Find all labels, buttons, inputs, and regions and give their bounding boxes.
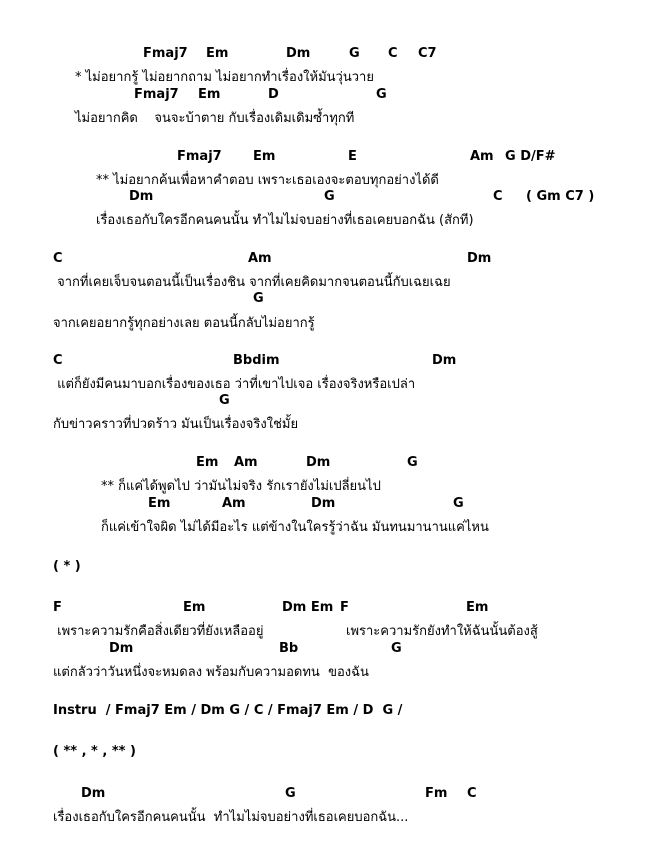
chord: Dm bbox=[129, 189, 154, 204]
chord: C bbox=[388, 46, 398, 61]
lyric-line: แต่กลัวว่าวันหนึ่งจะหมดลง พร้อมกับความอดทน ของฉัน bbox=[53, 665, 369, 680]
lyric-line: กับข่าวคราวที่ปวดร้าว มันเป็นเรื่องจริงใช่มั้ย bbox=[53, 417, 299, 432]
chord: G bbox=[349, 46, 360, 61]
chord: C bbox=[467, 786, 477, 801]
chord: D bbox=[268, 87, 279, 102]
lyric-line: แต่ก็ยังมีคนมาบอกเรื่องของเธอ ว่าที่เขาไปเจอ เรื่องจริงหรือเปล่า bbox=[53, 377, 416, 392]
chord: C bbox=[53, 251, 63, 266]
chord: Em bbox=[253, 149, 276, 164]
chord: Dm bbox=[286, 46, 311, 61]
chord: C bbox=[53, 353, 63, 368]
lyric-line: ** ก็แค่ได้พูดไป ว่ามันไม่จริง รักเรายังไม่เปลี่ยนไป bbox=[101, 479, 381, 494]
chord: Dm bbox=[81, 786, 106, 801]
chord: Dm bbox=[467, 251, 492, 266]
chord: Fmaj7 bbox=[143, 46, 188, 61]
chord: Em bbox=[196, 455, 219, 470]
repeat-marker: ( * ) bbox=[53, 559, 81, 574]
lyric-line: เรื่องเธอกับใครอีกคนคนนั้น ทำไมไม่จบอย่างที่เธอเคยบอกฉัน... bbox=[53, 810, 409, 825]
lyric-line: ก็แค่เข้าใจผิด ไม่ได้มีอะไร แต่ข้างในใครรู้ว่าฉัน มันทนมานานแค่ไหน bbox=[101, 520, 489, 535]
chord: Dm bbox=[311, 496, 336, 511]
lyric-line: ไม่อยากคิด จนจะบ้าตาย กับเรื่องเดิมเดิมซ้ำทุกที bbox=[75, 111, 355, 126]
chord: G bbox=[285, 786, 296, 801]
chord: Dm bbox=[109, 641, 134, 656]
lyric-line: จากที่เคยเจ็บจนตอนนี้เป็นเรื่องชิน จากที่เคยคิดมากจนตอนนี้กับเฉยเฉย bbox=[53, 275, 451, 290]
chord: Am bbox=[470, 149, 494, 164]
chord: G D/F# bbox=[505, 149, 556, 164]
chord: Em bbox=[466, 600, 489, 615]
chord: Bbdim bbox=[233, 353, 280, 368]
chord: Fm bbox=[425, 786, 448, 801]
chord: Dm Em bbox=[282, 600, 334, 615]
chord: G bbox=[376, 87, 387, 102]
lyric-line: ** ไม่อยากค้นเพื่อหาคำตอบ เพราะเธอเองจะตอบทุกอย่างได้ดี bbox=[96, 173, 439, 188]
chord: Fmaj7 bbox=[177, 149, 222, 164]
chord: Am bbox=[234, 455, 258, 470]
instrumental-line: Instru / Fmaj7 Em / Dm G / C / Fmaj7 Em / D G / bbox=[53, 703, 403, 718]
chord: Em bbox=[198, 87, 221, 102]
lyric-line: เรื่องเธอกับใครอีกคนคนนั้น ทำไมไม่จบอย่างที่เธอเคยบอกฉัน (สักที) bbox=[96, 213, 474, 228]
chord: Dm bbox=[306, 455, 331, 470]
chord: Am bbox=[222, 496, 246, 511]
chord: Bb bbox=[279, 641, 299, 656]
lyric-line: เพราะความรักยังทำให้ฉันนั้นต้องสู้ bbox=[346, 624, 538, 639]
chord: G bbox=[453, 496, 464, 511]
chord: Em bbox=[183, 600, 206, 615]
repeat-marker: ( ** , * , ** ) bbox=[53, 744, 136, 759]
chord: Em bbox=[148, 496, 171, 511]
chord: C bbox=[493, 189, 503, 204]
chord: G bbox=[407, 455, 418, 470]
chord: C7 bbox=[418, 46, 437, 61]
chord: Fmaj7 bbox=[134, 87, 179, 102]
chord: F bbox=[53, 600, 62, 615]
chord: G bbox=[324, 189, 335, 204]
chord: G bbox=[391, 641, 402, 656]
chord: ( Gm C7 ) bbox=[526, 189, 595, 204]
chord: E bbox=[348, 149, 357, 164]
lyric-line: จากเคยอยากรู้ทุกอย่างเลย ตอนนี้กลับไม่อยากรู้ bbox=[53, 316, 315, 331]
chord: F bbox=[340, 600, 349, 615]
lyric-line: เพราะความรักคือสิ่งเดียวที่ยังเหลืออยู่ bbox=[53, 624, 264, 639]
lyric-line: * ไม่อยากรู้ ไม่อยากถาม ไม่อยากทำเรื่องให้มันวุ่นวาย bbox=[75, 70, 374, 85]
chord: G bbox=[219, 393, 230, 408]
chord: Dm bbox=[432, 353, 457, 368]
chord: Em bbox=[206, 46, 229, 61]
chord: G bbox=[253, 291, 264, 306]
chord: Am bbox=[248, 251, 272, 266]
